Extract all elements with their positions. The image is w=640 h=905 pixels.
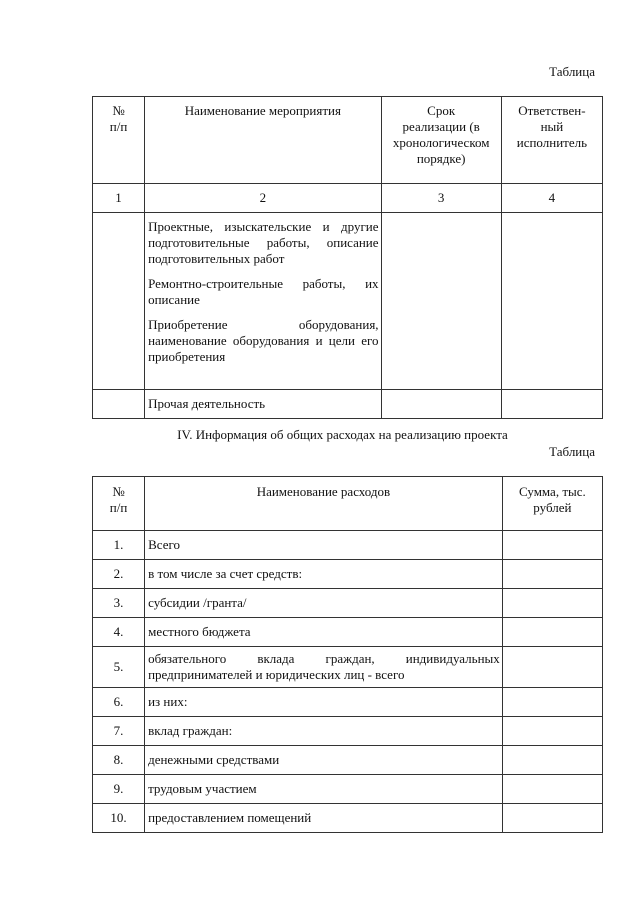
header-exec-line3: исполнитель bbox=[516, 135, 588, 150]
table-row bbox=[93, 560, 603, 589]
header-sum-line1: Сумма, тыс. bbox=[519, 484, 586, 499]
expense-sum-cell[interactable] bbox=[502, 647, 602, 688]
expense-sum-cell[interactable] bbox=[502, 746, 602, 775]
row-number: 7. bbox=[93, 717, 145, 746]
expense-sum-cell[interactable] bbox=[502, 531, 602, 560]
col-number-2: 2 bbox=[145, 184, 381, 213]
col-number-4: 4 bbox=[501, 184, 602, 213]
row-number: 8. bbox=[93, 746, 145, 775]
table1-caption: Таблица bbox=[549, 64, 595, 79]
row-number: 3. bbox=[93, 589, 145, 618]
expense-name: трудовым участием bbox=[145, 775, 503, 804]
expense-name: вклад граждан: bbox=[145, 717, 503, 746]
header-activity-name-text: Наименование мероприятия bbox=[184, 103, 341, 118]
header-sum-line2: рублей bbox=[533, 500, 572, 515]
header-term bbox=[381, 97, 501, 184]
activity-item: Проектные, изыскательские и другие подготовительные работы, описание подготовительных работ bbox=[148, 219, 379, 266]
table-row bbox=[93, 589, 603, 618]
expense-name: денежными средствами bbox=[145, 746, 503, 775]
table-row bbox=[93, 647, 603, 688]
header-executor bbox=[501, 97, 602, 184]
activities-row bbox=[93, 213, 603, 390]
other-term-cell[interactable] bbox=[381, 390, 501, 419]
expense-name: местного бюджета bbox=[145, 618, 503, 647]
header-expense-name bbox=[145, 477, 503, 531]
table-row bbox=[93, 775, 603, 804]
expense-name: в том числе за счет средств: bbox=[145, 560, 503, 589]
header-num-line2: п/п bbox=[109, 500, 128, 515]
row-number: 6. bbox=[93, 688, 145, 717]
table-row bbox=[93, 618, 603, 647]
expenses-table bbox=[92, 476, 603, 833]
header-term-line2: реализации (в bbox=[402, 119, 480, 134]
header-exec-line1: Ответствен- bbox=[518, 103, 586, 118]
header-activity-name bbox=[145, 97, 381, 184]
activities-term-cell[interactable] bbox=[381, 213, 501, 390]
expense-name: обязательного вклада граждан, индивидуальных предпринимателей и юридических лиц - всего bbox=[145, 647, 503, 688]
header-num-line2: п/п bbox=[109, 119, 128, 134]
table-row bbox=[93, 804, 603, 833]
expense-sum-cell[interactable] bbox=[502, 589, 602, 618]
section-title: IV. Информация об общих расходах на реализацию проекта bbox=[177, 427, 508, 442]
table1-header-row bbox=[93, 97, 603, 184]
activity-item: Приобретение оборудования, наименование оборудования и цели его приобретения bbox=[148, 317, 379, 364]
header-sum bbox=[502, 477, 602, 531]
table-row bbox=[93, 688, 603, 717]
expense-name: субсидии /гранта/ bbox=[145, 589, 503, 618]
col-number-3: 3 bbox=[381, 184, 501, 213]
row-number: 1. bbox=[93, 531, 145, 560]
expense-sum-cell[interactable] bbox=[502, 618, 602, 647]
expense-name: предоставлением помещений bbox=[145, 804, 503, 833]
row-number: 4. bbox=[93, 618, 145, 647]
row-number: 5. bbox=[93, 647, 145, 688]
activities-num-cell bbox=[93, 213, 145, 390]
header-num-line1: № bbox=[112, 103, 125, 118]
header-num bbox=[93, 477, 145, 531]
table-row bbox=[93, 531, 603, 560]
other-activity-label: Прочая деятельность bbox=[145, 390, 381, 419]
header-expense-name-text: Наименование расходов bbox=[256, 484, 391, 499]
row-number: 10. bbox=[93, 804, 145, 833]
expense-sum-cell[interactable] bbox=[502, 688, 602, 717]
table-row bbox=[93, 746, 603, 775]
header-num bbox=[93, 97, 145, 184]
table2-header-row bbox=[93, 477, 603, 531]
expense-sum-cell[interactable] bbox=[502, 804, 602, 833]
header-term-line1: Срок bbox=[427, 103, 456, 118]
header-term-line3: хронологическом bbox=[392, 135, 490, 150]
activity-item: Ремонтно-строительные работы, их описание bbox=[148, 276, 379, 307]
header-term-line4: порядке) bbox=[416, 151, 466, 166]
expense-name: из них: bbox=[145, 688, 503, 717]
other-executor-cell[interactable] bbox=[501, 390, 602, 419]
expense-sum-cell[interactable] bbox=[502, 717, 602, 746]
col-number-1: 1 bbox=[93, 184, 145, 213]
row-number: 9. bbox=[93, 775, 145, 804]
activities-executor-cell[interactable] bbox=[501, 213, 602, 390]
table2-caption: Таблица bbox=[549, 444, 595, 459]
table-row bbox=[93, 717, 603, 746]
row-number: 2. bbox=[93, 560, 145, 589]
expense-sum-cell[interactable] bbox=[502, 560, 602, 589]
other-num-cell bbox=[93, 390, 145, 419]
header-exec-line2: ный bbox=[540, 119, 564, 134]
header-num-line1: № bbox=[112, 484, 125, 499]
expense-name: Всего bbox=[145, 531, 503, 560]
activities-table bbox=[92, 96, 603, 419]
other-activity-row bbox=[93, 390, 603, 419]
expense-sum-cell[interactable] bbox=[502, 775, 602, 804]
activities-list-cell bbox=[145, 213, 381, 390]
column-number-row bbox=[93, 184, 603, 213]
